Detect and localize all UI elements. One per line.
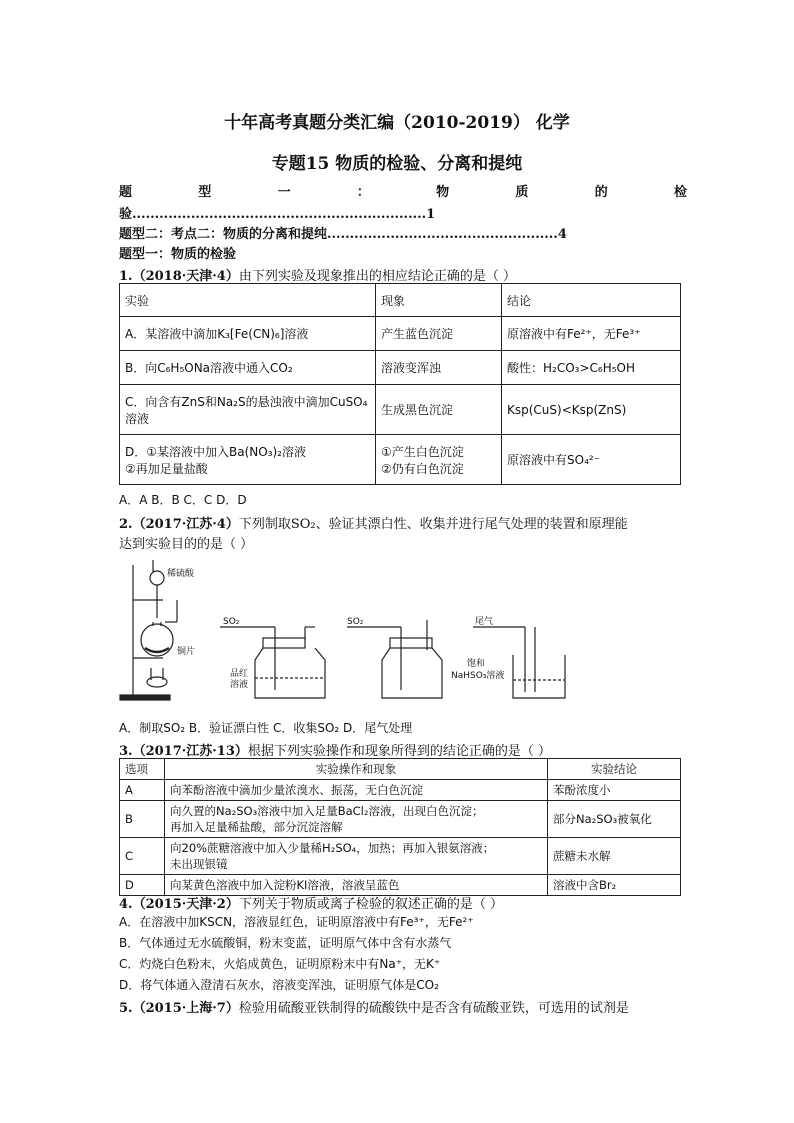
cell-line: ②仍有白色沉淀 <box>381 461 464 476</box>
label-so2-c: SO₂ <box>347 617 364 627</box>
label-magenta-1: 品红 <box>230 669 249 679</box>
toc-char: 质 <box>515 185 529 200</box>
question-1-table <box>119 283 681 485</box>
cell-line: 向20%蔗糖溶液中加入少量稀H₂SO₄，加热；再加入银氨溶液； <box>170 841 495 855</box>
question-number: 1.（2018·天津·4） <box>119 269 239 284</box>
table-cell: A．某溶液中滴加K₃[Fe(CN)₆]溶液 <box>120 317 376 351</box>
table-cell <box>165 801 548 838</box>
table-cell: 原溶液中有Fe²⁺，无Fe³⁺ <box>502 317 681 351</box>
question-2-stem-cont: 达到实验目的的是（ ） <box>119 537 254 552</box>
label-so2-b: SO₂ <box>223 617 240 627</box>
toc-char: 型 <box>198 185 212 200</box>
question-4-stem <box>119 893 503 912</box>
table-cell <box>120 435 376 485</box>
table-cell: B．向C₆H₅ONa溶液中通入CO₂ <box>120 351 376 385</box>
table-row <box>120 801 681 838</box>
table-cell: 产生蓝色沉淀 <box>376 317 502 351</box>
table-row <box>120 838 681 875</box>
question-4-option-c: C．灼烧白色粉末，火焰成黄色，证明原粉末中有Na⁺，无K⁺ <box>119 957 441 971</box>
table-cell: B <box>120 801 165 838</box>
toc-char: ： <box>356 185 370 200</box>
question-1-options: A．A B．B C．C D．D <box>119 493 247 507</box>
toc-char: 物 <box>436 185 450 200</box>
table-header-cell: 实验结论 <box>548 759 681 780</box>
table-cell: 向某黄色溶液中加入淀粉KI溶液，溶液呈蓝色 <box>165 875 548 896</box>
apparatus-diagram <box>115 560 575 710</box>
toc-line-2[interactable]: 题型二：考点二：物质的分离和提纯...................................................4 <box>119 227 567 242</box>
question-text: 根据下列实验操作和现象所得到的结论正确的是（ ） <box>247 744 552 759</box>
toc-char: 一 <box>277 185 291 200</box>
table-cell: D <box>120 875 165 896</box>
table-cell: 生成黑色沉淀 <box>376 385 502 435</box>
table-cell: 蔗糖未水解 <box>548 838 681 875</box>
question-4-option-a: A．在溶液中加KSCN，溶液显红色，证明原溶液中有Fe³⁺，无Fe²⁺ <box>119 915 474 929</box>
table-cell <box>165 838 548 875</box>
table-row <box>120 317 681 351</box>
toc-line-1-cont[interactable]: 验.................................................................1 <box>119 207 436 222</box>
table-cell <box>376 435 502 485</box>
document-subtitle: 专题15 物质的检验、分离和提纯 <box>271 154 523 174</box>
question-4-option-d: D．将气体通入澄清石灰水，溶液变浑浊，证明原气体是CO₂ <box>119 978 439 992</box>
question-2-options: A．制取SO₂ B．验证漂白性 C．收集SO₂ D．尾气处理 <box>119 721 413 735</box>
question-text: 下列关于物质或离子检验的叙述正确的是（ ） <box>238 897 503 912</box>
apparatus-a <box>120 560 177 700</box>
table-cell: 溶液中含Br₂ <box>548 875 681 896</box>
cell-line: ②再加足量盐酸 <box>125 461 208 476</box>
table-cell: A <box>120 780 165 801</box>
question-5-stem <box>119 997 629 1016</box>
toc-char: 题 <box>119 185 133 200</box>
table-cell: C <box>120 838 165 875</box>
question-3-table <box>119 758 681 896</box>
table-header-cell: 现象 <box>376 284 502 317</box>
apparatus-c <box>347 620 442 698</box>
toc-char: 检 <box>673 185 687 200</box>
question-number: 2.（2017·江苏·4） <box>119 517 239 532</box>
question-text: 下列制取SO₂、验证其漂白性、收集并进行尾气处理的装置和原理能 <box>238 517 628 532</box>
cell-line: 未出现银镜 <box>170 857 228 871</box>
section-heading: 题型一：物质的检验 <box>119 247 237 262</box>
question-number: 4.（2015·天津·2） <box>119 897 239 912</box>
question-text: 检验用硫酸亚铁制得的硫酸铁中是否含有硫酸亚铁，可选用的试剂是 <box>238 1001 629 1016</box>
table-cell: Ksp(CuS)<Ksp(ZnS) <box>502 385 681 435</box>
question-number: 5.（2015·上海·7） <box>119 1001 239 1016</box>
table-row <box>120 780 681 801</box>
question-3-stem <box>119 740 551 759</box>
table-cell: 原溶液中有SO₄²⁻ <box>502 435 681 485</box>
table-cell: 苯酚浓度小 <box>548 780 681 801</box>
table-row <box>120 351 681 385</box>
label-saturated: 饱和 <box>467 659 486 669</box>
table-header-cell: 实验 <box>120 284 376 317</box>
question-1-stem <box>119 265 516 284</box>
apparatus-d <box>473 627 565 698</box>
question-2-stem <box>119 513 628 532</box>
table-cell: 溶液变浑浊 <box>376 351 502 385</box>
table-row <box>120 385 681 435</box>
table-cell: 向苯酚溶液中滴加少量浓溴水、振荡，无白色沉淀 <box>165 780 548 801</box>
table-row <box>120 435 681 485</box>
question-number: 3.（2017·江苏·13） <box>119 744 248 759</box>
cell-line: D．①某溶液中加入Ba(NO₃)₂溶液 <box>125 444 306 459</box>
cell-line: 再加入足量稀盐酸，部分沉淀溶解 <box>170 820 343 834</box>
cell-line: 向久置的Na₂SO₃溶液中加入足量BaCl₂溶液，出现白色沉淀； <box>170 804 484 818</box>
table-header-row <box>120 759 681 780</box>
cell-line: ①产生白色沉淀 <box>381 444 464 459</box>
table-cell: C．向含有ZnS和Na₂S的悬浊液中滴加CuSO₄溶液 <box>120 385 376 435</box>
table-header-row <box>120 284 681 317</box>
question-text: 由下列实验及现象推出的相应结论正确的是（ ） <box>238 269 516 284</box>
table-header-cell: 实验操作和现象 <box>165 759 548 780</box>
table-header-cell: 结论 <box>502 284 681 317</box>
label-nahso3: NaHSO₃溶液 <box>451 671 505 681</box>
table-cell: 酸性：H₂CO₃>C₆H₅OH <box>502 351 681 385</box>
toc-line-1[interactable] <box>119 181 687 200</box>
table-header-cell: 选项 <box>120 759 165 780</box>
document-title: 十年高考真题分类汇编（2010-2019） 化学 <box>224 113 570 133</box>
question-4-option-b: B．气体通过无水硫酸铜，粉末变蓝，证明原气体中含有水蒸气 <box>119 936 452 950</box>
table-cell: 部分Na₂SO₃被氧化 <box>548 801 681 838</box>
label-dilute-acid: 稀硫酸 <box>167 569 195 579</box>
toc-char: 的 <box>594 185 608 200</box>
label-copper: 铜片 <box>177 647 196 657</box>
label-tail-gas: 尾气 <box>475 617 494 627</box>
label-magenta-2: 溶液 <box>230 680 249 690</box>
